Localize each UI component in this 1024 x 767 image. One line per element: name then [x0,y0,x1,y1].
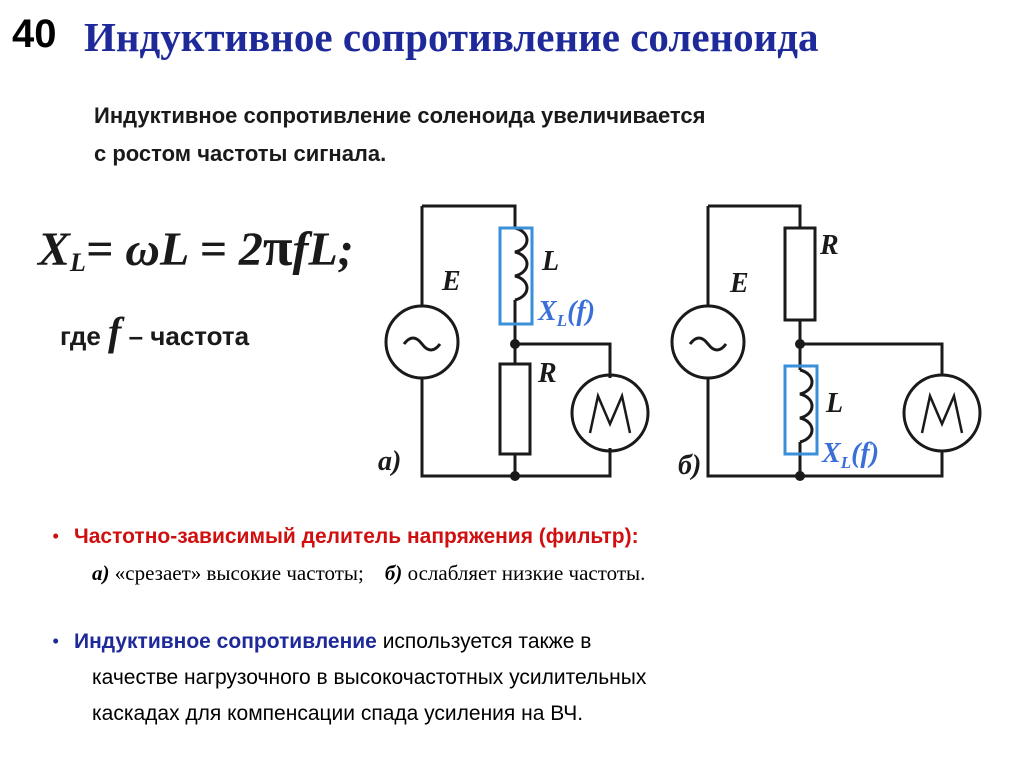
circuit-a-junction-top [510,339,520,349]
circuit-a-inductor [515,228,527,300]
formula-xl-sub: L [70,248,86,277]
circuit-b-inductor-label: L [826,388,844,419]
circuit-b-meter [904,375,980,451]
circuit-a-resistor [500,364,530,454]
circuit-a-inductor-label: L [542,246,560,277]
where-variable: f [108,309,122,354]
circuit-b-resistor [785,228,815,320]
where-prefix: где [60,321,109,351]
circuit-a-junction-bottom [510,471,520,481]
frequency-note [60,308,249,355]
circuit-a-caption: а) [378,446,402,477]
bullet-marker: • [52,524,60,548]
intro-line-2: с ростом частоты сигнала. [94,141,387,166]
circuit-b-junction-bottom [795,471,805,481]
where-suffix: – частота [121,321,250,351]
bullet-1-lead: Частотно-зависимый делитель напряжения (фильтр): [74,525,639,548]
circuit-b-caption: б) [678,450,702,481]
circuit-b-source-label: E [730,268,749,299]
circuit-a-meter-icon [590,396,630,433]
formula-xl: X [38,223,71,276]
circuit-a-reactance-label: $X_L(f)$ [538,296,596,330]
bullet-2-line-3: каскадах для компенсации спада усиления на ВЧ. [92,702,584,725]
slide-title: Индуктивное сопротивление соленоида [84,14,819,60]
bullet-load [52,623,646,732]
bullet-2-lead: Индуктивное сопротивление [74,630,377,653]
circuit-a-resistor-label: R [538,358,557,389]
circuit-diagrams [360,198,1010,498]
bullet-filter [52,518,645,591]
circuit-b-resistor-label: R [820,230,839,261]
intro-line-1: Индуктивное сопротивление соленоида увеличивается [94,103,706,128]
bullet-2-text: используется также в [376,630,592,653]
bullet-1-detail [52,555,645,591]
circuit-a-sine-icon [404,338,440,350]
bullet-2-line-2: качестве нагрузочного в высокочастотных усилительных [92,666,647,689]
formula-pi: π [262,217,293,277]
bullet-marker: • [52,629,60,653]
bullet-1-b-mark: б) [384,561,403,585]
circuit-b-reactance-label: $X_L(f)$ [822,438,880,472]
circuit-b-meter-icon [922,396,962,433]
circuit-b-sine-icon [690,338,726,350]
circuit-b-junction-top [795,339,805,349]
reactance-formula [38,216,354,278]
circuit-a-meter [572,375,648,451]
intro-text [94,97,974,173]
bullet-1-a-mark: а) [92,561,110,585]
circuit-b-inductor [800,370,812,442]
formula-part2: fL; [292,223,354,276]
slide-number: 40 [12,12,57,56]
circuit-a-source-label: E [442,266,461,297]
formula-part1: = ωL = 2 [85,223,263,276]
bullet-1-b-text: ослабляет низкие частоты. [402,561,646,585]
bullet-1-a-text: «срезает» высокие частоты; [109,561,364,585]
